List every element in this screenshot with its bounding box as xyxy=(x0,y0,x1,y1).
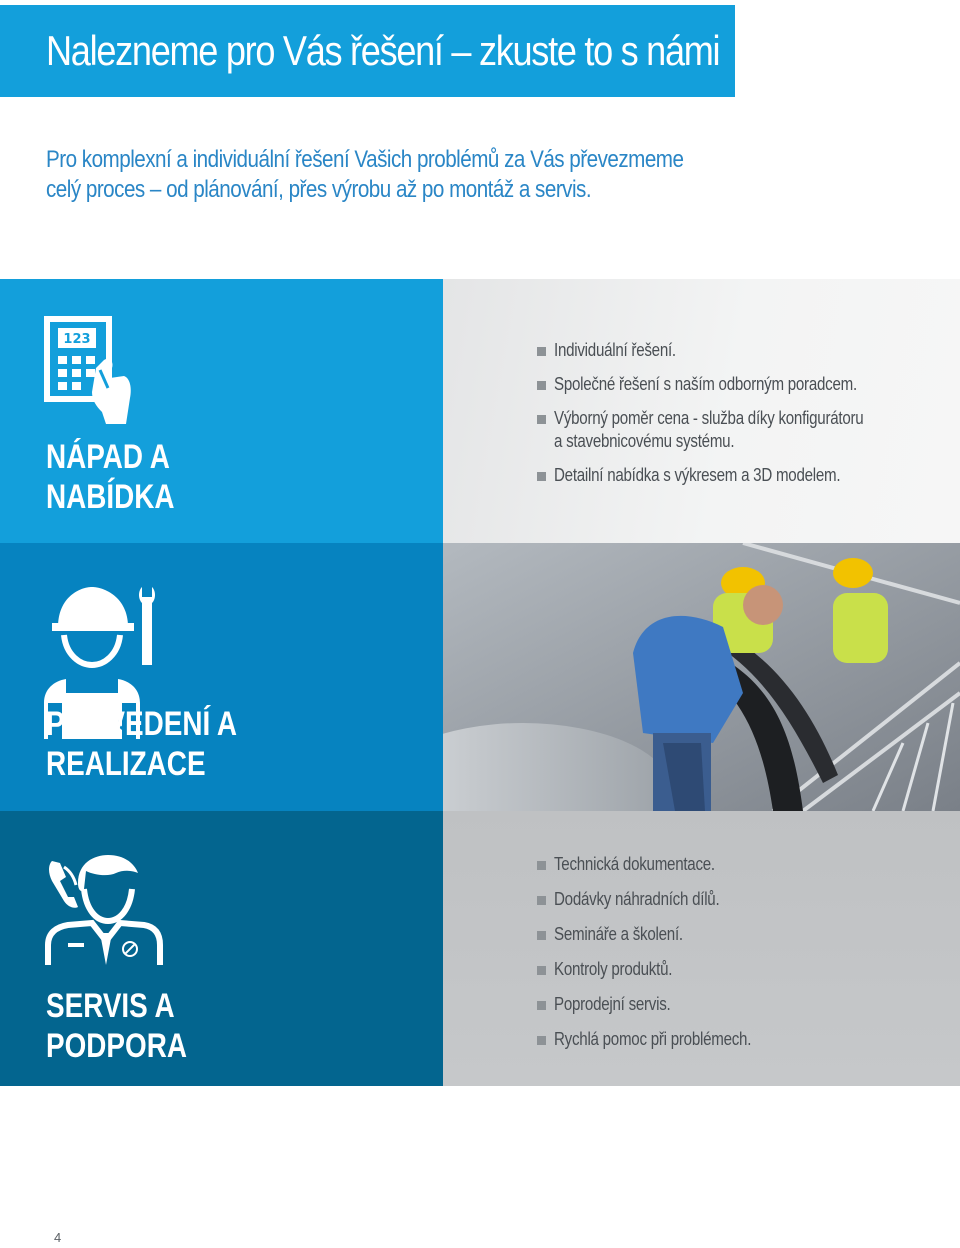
list-item: Semináře a školení. xyxy=(537,923,789,946)
idea-bullet-list xyxy=(537,339,922,498)
list-item: Dodávky náhradních dílů. xyxy=(537,888,789,911)
page-number: 4 xyxy=(54,1230,62,1245)
header-band xyxy=(0,5,735,97)
realization-title-line-2: REALIZACE xyxy=(46,745,206,783)
service-bullet-list xyxy=(537,853,789,1063)
idea-title xyxy=(46,437,175,517)
service-title-line-2: PODPORA xyxy=(46,1027,187,1065)
idea-title-line-1: NÁPAD A xyxy=(46,438,170,476)
realization-title-line-1: PROVEDENÍ A xyxy=(46,705,238,743)
realization-title xyxy=(46,704,237,784)
intro-line-1: Pro komplexní a individuální řešení Vašich problémů za Vás převezmeme xyxy=(46,146,684,173)
service-title xyxy=(46,986,187,1066)
list-item: Výborný poměr cena - služba díky konfigurátoru xyxy=(537,407,922,430)
list-item: Detailní nabídka s výkresem a 3D modelem. xyxy=(537,464,922,487)
list-item: Kontroly produktů. xyxy=(537,958,789,981)
support-agent-phone-icon xyxy=(44,849,164,965)
page-title: Nalezneme pro Vás řešení – zkuste to s námi xyxy=(46,27,720,74)
calculator-display-text: 123 xyxy=(63,332,91,347)
list-item-continuation: a stavebnicovému systému. xyxy=(554,431,735,451)
list-item: Společné řešení s naším odborným poradcem. xyxy=(537,373,922,396)
list-item: Rychlá pomoc při problémech. xyxy=(537,1028,789,1051)
workers-installing-cables-photo xyxy=(443,543,960,811)
list-item: Individuální řešení. xyxy=(537,339,922,362)
list-item: Poprodejní servis. xyxy=(537,993,789,1016)
list-item: Technická dokumentace. xyxy=(537,853,789,876)
service-title-line-1: SERVIS A xyxy=(46,987,175,1025)
intro-line-2: celý proces – od plánování, přes výrobu až po montáž a servis. xyxy=(46,176,592,203)
calculator-hand-icon xyxy=(44,316,144,428)
idea-title-line-2: NABÍDKA xyxy=(46,478,175,516)
intro-paragraph xyxy=(46,145,751,205)
